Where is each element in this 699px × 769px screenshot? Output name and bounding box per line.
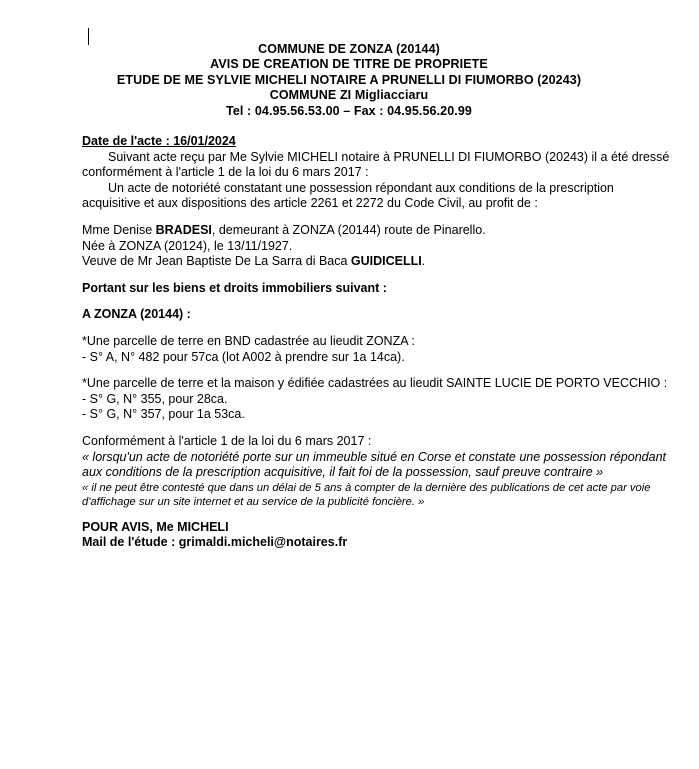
header-line-commune-zi: COMMUNE ZI Migliacciaru [269,88,429,103]
header-line-etude: ETUDE DE ME SYLVIE MICHELI NOTAIRE A PRUNELLI DI FIUMORBO (20243) [116,72,582,87]
header-line-tel-fax: Tel : 04.95.56.53.00 – Fax : 04.95.56.20.99 [226,103,472,118]
header-line-avis: AVIS DE CREATION DE TITRE DE PROPRIETE [210,57,488,72]
person-spouse-suffix: . [421,254,426,269]
person-spouse-text: Veuve de Mr Jean Baptiste De La Sarra di Baca [82,254,351,269]
person-surname: BRADESI [155,223,212,237]
quote-contestation: « il ne peut être contesté que dans un délai de 5 ans à compter de la dernière des publications de cet acte par voie d'affichage sur un site internet et au service de la publicité foncière. » [82,481,651,508]
paragraph-acte-notoriete: Un acte de notoriété constatant une possession répondant aux conditions de la prescription acquisitive et aux dispositions des article 2261 et 2272 du Code Civil, au profit de : [82,180,614,211]
heading-commune-zonza: A ZONZA (20144) : [82,307,191,322]
person-address: , demeurant à ZONZA (20144) route de Pinarello. [211,223,486,237]
person-spouse-surname: GUIDICELLI [350,254,422,269]
person-line-1 [82,223,670,239]
parcelle-1-intro: *Une parcelle de terre en BND cadastrée au lieudit ZONZA : [82,333,415,348]
date-acte-label: Date de l'acte : 16/01/2024 [82,134,236,149]
parcelle-2-intro: *Une parcelle de terre et la maison y édifiée cadastrées au lieudit SAINTE LUCIE DE PORTO VECCHIO : [82,376,668,391]
signature-line: POUR AVIS, Me MICHELI [82,519,229,534]
parcelle-1-item: - S° A, N° 482 pour 57ca (lot A002 à prendre sur 1a 14ca). [82,349,405,364]
person-line-birth: Née à ZONZA (20124), le 13/11/1927. [82,238,293,253]
mail-line: Mail de l'étude : grimaldi.micheli@notaires.fr [82,535,348,550]
quote-possession: « lorsqu'un acte de notoriété porte sur un immeuble situé en Corse et constate une possession répondant aux conditions de la prescription acquisitive, il fait foi de la possession, sauf preuve contraire » [82,449,666,480]
document-content [18,42,680,551]
conformement-line: Conformément à l'article 1 de la loi du 6 mars 2017 : [82,433,372,448]
parcelle-2-item-1: - S° G, N° 355, pour 28ca. [82,391,228,406]
heading-biens: Portant sur les biens et droits immobiliers suivant : [82,280,387,295]
document-body [18,134,680,551]
parcelle-2-item-2: - S° G, N° 357, pour 1a 53ca. [82,407,245,422]
document-header [18,42,680,119]
header-line-commune: COMMUNE DE ZONZA (20144) [258,42,440,56]
person-line-3 [82,254,670,270]
paragraph-suivant-acte: Suivant acte reçu par Me Sylvie MICHELI notaire à PRUNELLI DI FIUMORBO (20243) il a été dressé conformément à l'article 1 de la loi du 6 mars 2017 : [82,149,670,180]
person-civility: Mme Denise [82,223,156,237]
